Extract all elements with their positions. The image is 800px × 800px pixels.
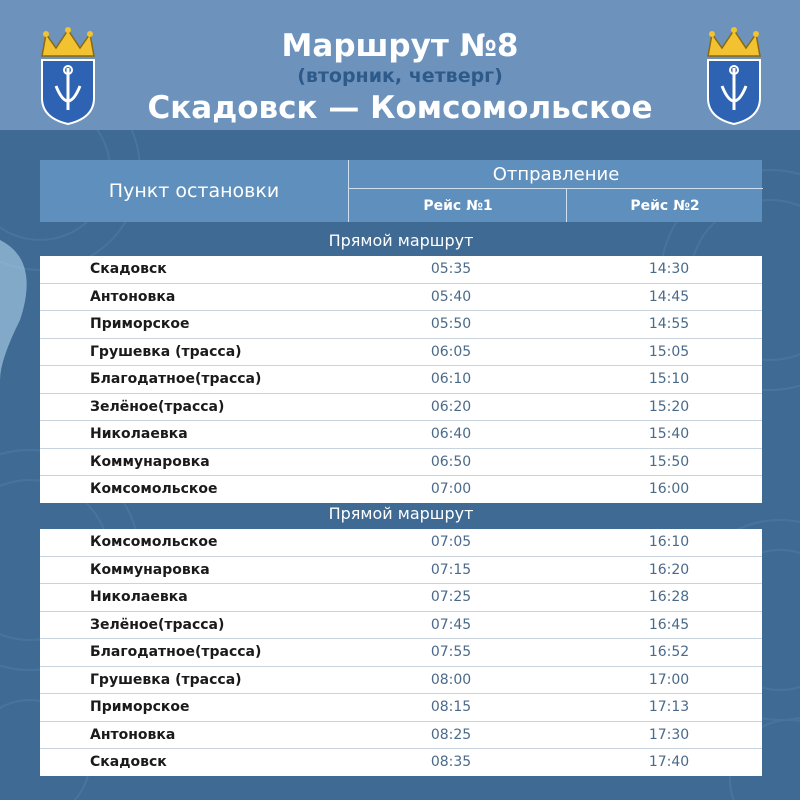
table-row (40, 449, 762, 477)
table-row (40, 421, 762, 449)
table-row (40, 256, 762, 284)
section-title: Прямой маршрут (328, 230, 474, 250)
table-row (40, 639, 762, 667)
trip-2-time: 16:52 (648, 644, 690, 661)
table-row (40, 557, 762, 585)
trip-1-time: 07:05 (430, 534, 472, 551)
table-row (40, 311, 762, 339)
stop-name: Комсомольское (90, 481, 218, 498)
trip-2-time: 15:50 (648, 453, 690, 470)
table-row (40, 284, 762, 312)
trip-2-time: 14:30 (648, 261, 690, 278)
trip-1-time: 08:15 (430, 699, 472, 716)
stop-column-header: Пункт остановки (108, 180, 280, 202)
stop-name: Грушевка (трасса) (90, 343, 242, 360)
trip-1-time: 07:55 (430, 644, 472, 661)
trip-2-time: 16:20 (648, 561, 690, 578)
trip-1-time: 05:50 (430, 316, 472, 333)
trip-2-time: 16:28 (648, 589, 690, 606)
trip-2-time: 15:10 (648, 371, 690, 388)
trip-2-time: 16:10 (648, 534, 690, 551)
trip-1-time: 07:00 (430, 481, 472, 498)
table-row (40, 612, 762, 640)
trip-1-time: 08:35 (430, 754, 472, 771)
stop-name: Николаевка (90, 426, 188, 443)
table-row (40, 366, 762, 394)
trip-1-time: 05:35 (430, 261, 472, 278)
trip-2-time: 14:45 (648, 288, 690, 305)
header (0, 0, 800, 130)
route-days: (вторник, четверг) (297, 65, 503, 87)
trip-2-time: 16:45 (648, 616, 690, 633)
table-row (40, 694, 762, 722)
stop-name: Приморское (90, 699, 190, 716)
table-row (40, 584, 762, 612)
trip-1-time: 05:40 (430, 288, 472, 305)
trip-2-time: 17:30 (648, 726, 690, 743)
trip-2-time: 17:40 (648, 754, 690, 771)
stop-name: Скадовск (90, 754, 167, 771)
trip-1-time: 06:05 (430, 343, 472, 360)
trip-1-header: Рейс №1 (348, 189, 567, 222)
table-row (40, 394, 762, 422)
schedule-rows-return (40, 529, 762, 776)
stop-name: Зелёное(трасса) (90, 616, 225, 633)
trip-1-time: 06:20 (430, 398, 472, 415)
trip-2-time: 17:13 (648, 699, 690, 716)
table-row (40, 667, 762, 695)
trip-2-time: 15:40 (648, 426, 690, 443)
trip-1-time: 08:25 (430, 726, 472, 743)
stop-name: Антоновка (90, 726, 176, 743)
table-row (40, 529, 762, 557)
trip-1-time: 06:40 (430, 426, 472, 443)
stop-name: Скадовск (90, 261, 167, 278)
table-row (40, 339, 762, 367)
stop-name: Коммунаровка (90, 453, 210, 470)
route-title: Маршрут №8 (281, 28, 519, 64)
stop-name: Комсомольское (90, 534, 218, 551)
stop-name: Коммунаровка (90, 561, 210, 578)
stop-name: Благодатное(трасса) (90, 371, 262, 388)
trip-1-time: 07:15 (430, 561, 472, 578)
table-row (40, 722, 762, 750)
trip-2-time: 15:20 (648, 398, 690, 415)
trip-2-time: 15:05 (648, 343, 690, 360)
trip-1-time: 07:45 (430, 616, 472, 633)
trip-2-time: 14:55 (648, 316, 690, 333)
stop-name: Зелёное(трасса) (90, 398, 225, 415)
trip-2-time: 17:00 (648, 671, 690, 688)
trip-1-time: 08:00 (430, 671, 472, 688)
table-header (40, 160, 762, 222)
table-row (40, 749, 762, 776)
departure-column-header: Отправление (348, 160, 763, 189)
trip-2-header: Рейс №2 (566, 189, 763, 222)
stop-name: Приморское (90, 316, 190, 333)
trip-1-time: 07:25 (430, 589, 472, 606)
stop-name: Николаевка (90, 589, 188, 606)
trip-1-time: 06:10 (430, 371, 472, 388)
stop-name: Грушевка (трасса) (90, 671, 242, 688)
section-title: Прямой маршрут (328, 503, 474, 523)
schedule-rows-forward (40, 256, 762, 503)
route-name: Скадовск — Комсомольское (147, 90, 653, 126)
trip-2-time: 16:00 (648, 481, 690, 498)
stop-name: Антоновка (90, 288, 176, 305)
trip-1-time: 06:50 (430, 453, 472, 470)
stop-name: Благодатное(трасса) (90, 644, 262, 661)
